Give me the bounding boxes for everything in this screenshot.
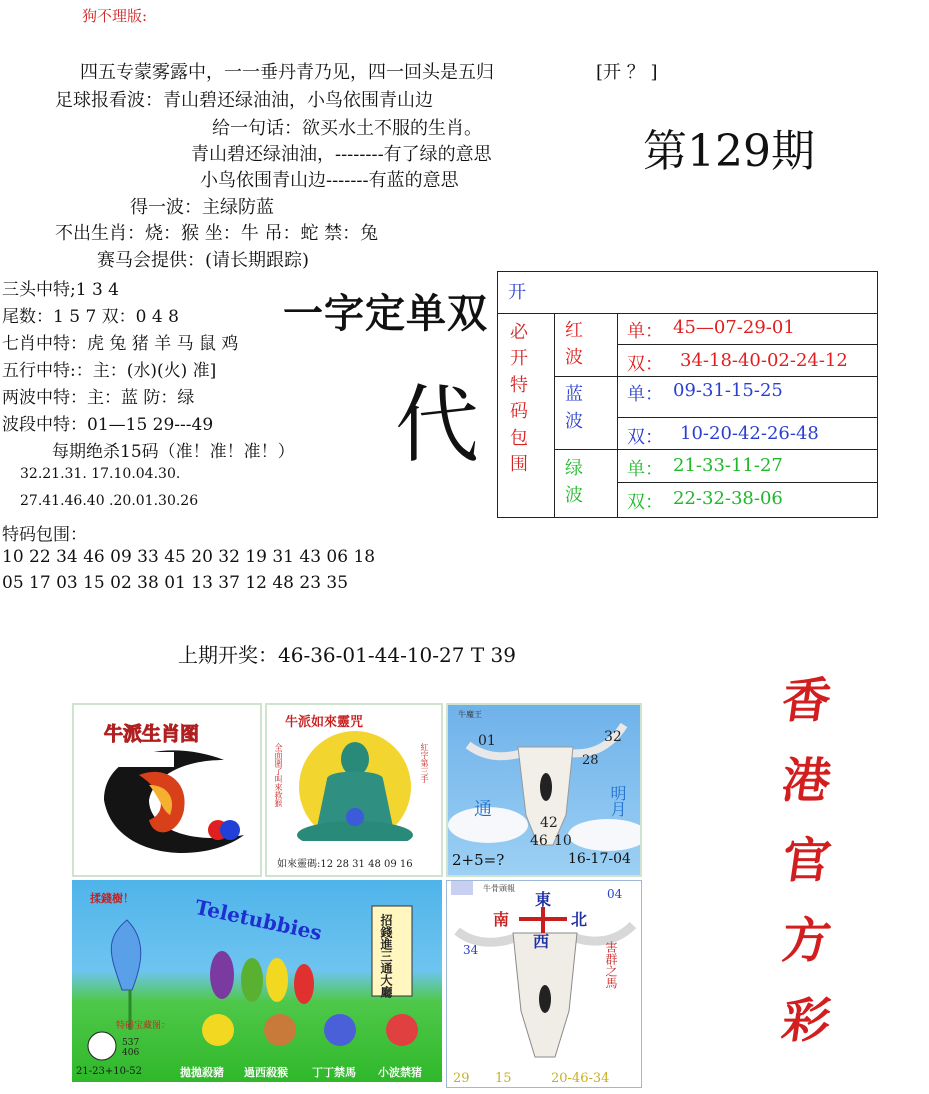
img4-nums: 537 406	[122, 1038, 140, 1058]
kill-row-1: 32.21.31. 17.10.04.30.	[20, 466, 181, 482]
img2-right: 紅字第三手	[420, 743, 429, 783]
img5-title: 牛骨頭報	[483, 884, 515, 893]
side-label-1: 开	[510, 348, 528, 369]
skull-compass-image	[446, 880, 642, 1088]
compass-south: 西	[533, 932, 550, 951]
red-double-numbers: 34-18-40-02-24-12	[680, 350, 848, 371]
img3-formula: 2+5=?	[452, 851, 505, 869]
img3-num-2: 28	[582, 753, 599, 768]
img1-title: 牛派生肖图	[104, 723, 200, 745]
red-single-label: 单：	[627, 321, 663, 342]
img5-bottom-1: 15	[495, 1071, 512, 1086]
img4-side: 招錢進三通大廳	[379, 914, 393, 998]
img4-bottom-left: 21-23+10-52	[76, 1066, 143, 1077]
img3-num-5: 10	[554, 833, 572, 849]
wave-table	[497, 271, 878, 518]
pred-range: 波段中特：01—15 29---49	[2, 415, 214, 435]
teletubbies-image	[72, 880, 442, 1082]
img3-bottom: 16-17-04	[568, 851, 631, 867]
flame-swirl-icon	[94, 740, 254, 865]
brand-char-2: 官	[778, 833, 835, 889]
compass-west: 南	[493, 910, 510, 929]
big-headline: 一字定单双	[283, 290, 488, 337]
issue-number: 第129期	[643, 126, 815, 177]
img4-tag: 揉錢樹！	[90, 892, 134, 905]
img4-caption: 特码宝藏图：	[116, 1021, 171, 1031]
riddle-line-5: 小鸟依围青山边-------有蓝的意思	[200, 170, 459, 191]
img5-num-right: 害群之馬	[604, 941, 618, 989]
img5-num-top-right: 04	[607, 887, 623, 901]
green-single-numbers: 21-33-11-27	[673, 455, 783, 476]
blue-double-numbers: 10-20-42-26-48	[680, 423, 819, 444]
img2-left: 全面圍了叫來救猴	[274, 743, 283, 807]
red-double-label: 双：	[627, 354, 663, 375]
skull-sky-image	[446, 703, 642, 877]
red-wave-name-0: 红	[565, 320, 583, 341]
brand-char-3: 方	[778, 913, 835, 969]
riddle-tag: [开 ？ ]	[596, 62, 658, 83]
compass-north: 東	[535, 890, 552, 909]
img3-title: 牛魔王	[458, 710, 482, 719]
red-wave-name-1: 波	[565, 347, 583, 368]
green-double-numbers: 22-32-38-06	[673, 488, 783, 509]
buddha-icon	[275, 729, 435, 857]
img4-label-3: 小波禁猪	[378, 1066, 422, 1079]
riddle-line-8: 赛马会提供：(请长期跟踪)	[97, 250, 310, 271]
compass-east: 北	[571, 910, 588, 929]
side-label-0: 必	[510, 322, 528, 343]
img4-label-1: 過西殺猴	[244, 1066, 288, 1079]
riddle-line-4: 青山碧还绿油油，--------有了绿的意思	[191, 144, 492, 165]
green-wave-name-1: 波	[565, 485, 583, 506]
kill-title: 每期绝杀15码（准！准！准！）	[52, 442, 295, 462]
img2-bottom: 如來靈碼:12 28 31 48 09 16	[277, 859, 413, 870]
img4-label-0: 拋拋殺豬	[180, 1066, 224, 1079]
img4-label-2: 丁丁禁馬	[312, 1066, 356, 1079]
riddle-line-2: 足球报看波：青山碧还绿油油，小鸟依围青山边	[55, 90, 433, 111]
side-label-2: 特	[510, 375, 528, 396]
blue-wave-name-0: 蓝	[565, 384, 583, 405]
img3-num-0: 01	[478, 733, 496, 749]
blue-double-label: 双：	[627, 427, 663, 448]
pred-waves: 两波中特：主：蓝 防：绿	[2, 388, 195, 408]
header-note: 狗不理版:	[82, 7, 148, 25]
img3-num-4: 46	[530, 833, 548, 849]
package-title: 特码包围：	[2, 525, 87, 545]
brand-char-0: 香	[778, 673, 835, 729]
blue-wave-name-1: 波	[565, 411, 583, 432]
blue-single-label: 单：	[627, 384, 663, 405]
brand-char-4: 彩	[778, 993, 835, 1049]
riddle-line-1: 四五专蒙雾露中，一一垂丹青乃见，四一回头是五归	[80, 62, 494, 83]
riddle-line-3: 给一句话：欲买水土不服的生肖。	[212, 118, 482, 139]
green-double-label: 双：	[627, 492, 663, 513]
img3-side-right: 明月	[608, 785, 627, 817]
kill-row-2: 27.41.46.40 .20.01.30.26	[20, 493, 199, 509]
zodiac-image	[72, 703, 262, 877]
riddle-line-6: 得一波：主绿防蓝	[130, 197, 274, 218]
img5-num-left: 34	[463, 943, 479, 957]
riddle-line-7: 不出生肖：烧：猴 坐：牛 吊：蛇 禁：兔	[55, 223, 379, 244]
side-label-5: 围	[510, 454, 528, 475]
img3-side-left: 通	[474, 799, 492, 820]
blue-single-numbers: 09-31-15-25	[673, 380, 783, 401]
brand-char-1: 港	[778, 753, 835, 809]
side-label-3: 码	[510, 401, 528, 422]
img3-num-3: 42	[540, 815, 558, 831]
package-row-2: 05 17 03 15 02 38 01 13 37 12 48 23 35	[2, 573, 349, 593]
pred-elements: 五行中特:：主：(水)(火) 准]	[2, 361, 217, 381]
buddha-image	[265, 703, 443, 877]
package-row-1: 10 22 34 46 09 33 45 20 32 19 31 43 06 18	[2, 547, 376, 567]
last-draw: 上期开奖：46-36-01-44-10-27 T 39	[178, 643, 516, 667]
green-wave-name-0: 绿	[565, 458, 583, 479]
img5-bottom-2: 20-46-34	[551, 1071, 610, 1086]
big-char: 代	[395, 376, 480, 474]
pred-zodiac: 七肖中特：虎 兔 猪 羊 马 鼠 鸡	[2, 334, 239, 354]
img5-bottom-0: 29	[453, 1071, 470, 1086]
green-single-label: 单：	[627, 459, 663, 480]
img3-num-1: 32	[604, 729, 622, 745]
side-label-4: 包	[510, 428, 528, 449]
table-header: 开	[508, 282, 526, 303]
img4-title: Teletubbies	[192, 894, 325, 946]
red-single-numbers: 45—07-29-01	[673, 317, 795, 338]
pred-tail: 尾数：1 5 7 双：0 4 8	[2, 307, 179, 327]
img2-title: 牛派如來靈咒	[285, 715, 364, 730]
pred-head: 三头中特;1 3 4	[2, 280, 119, 300]
